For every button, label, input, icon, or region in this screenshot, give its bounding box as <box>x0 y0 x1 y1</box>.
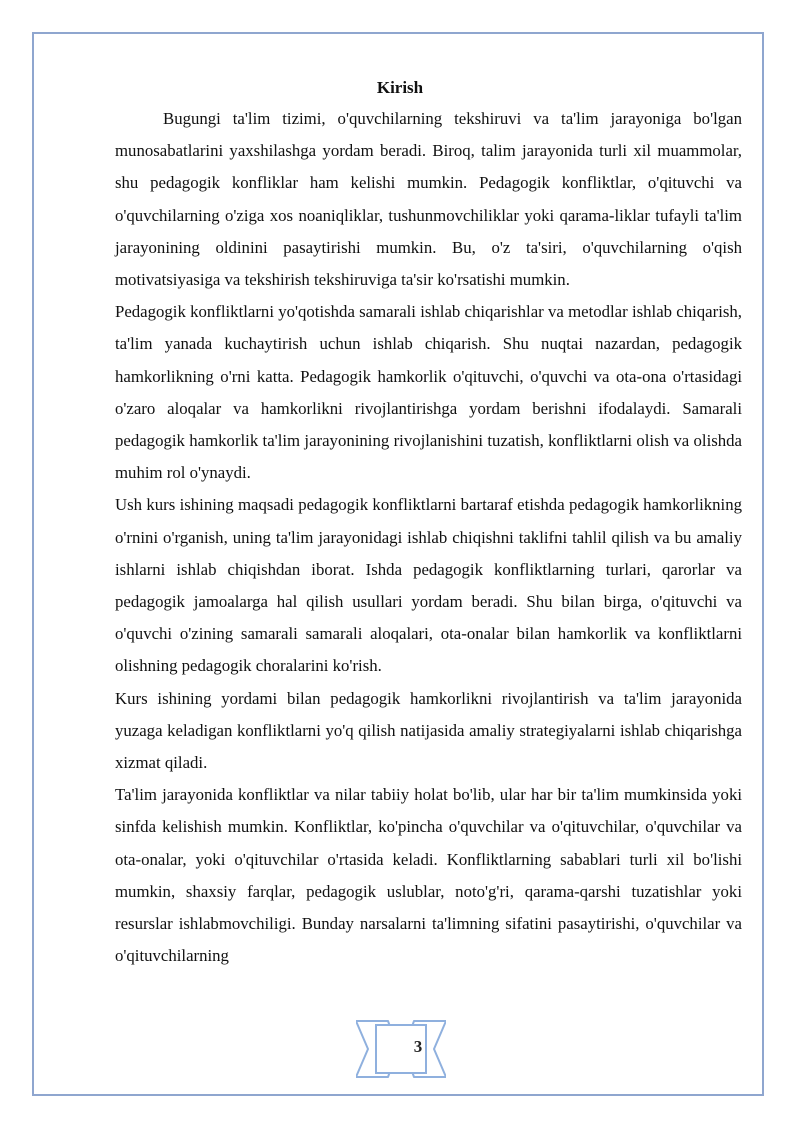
paragraph-collaboration: Pedagogik konfliktlarni yo'qotishda samarali ishlab chiqarishlar va metodlar ishlab chiqarish, ta'lim yanada kuchaytirish uchun ishlab chiqarish. Shu nuqtai nazardan, pedagogik hamkorlikning o'rni katta. Pedagogik hamkorlik o'qituvchi, o'quvchi va ota-ona o'rtasidagi o'zaro aloqalar va hamkorlikni rivojlantirishga yordam berishni ifodalaydi. Samarali pedagogik hamkorlik ta'lim jarayonining rivojlanishini tuzatish, konfliktlarni olish va olishda muhim rol o'ynaydi. <box>115 302 742 483</box>
document-title: Kirish <box>376 78 424 97</box>
document-body <box>115 103 742 972</box>
paragraph-intro: Bugungi ta'lim tizimi, o'quvchilarning tekshiruvi va ta'lim jarayoniga bo'lgan munosabatlarini yaxshilashga yordam beradi. Biroq, talim jarayonida turli xil muammolar, shu pedagogik konfliklar ham kelishi mumkin. Pedagogik konfliktlar, o'qituvchi va o'quvchilarning o'ziga xos noaniqliklar, tushunmovchiliklar yoki qarama-liklar tufayli ta'lim jarayonining oldinini pasaytirishi mumkin. Bu, o'z ta'siri, o'quvchilarning o'qish motivatsiyasiga va tekshirish tekshiruviga ta'sir ko'rsatishi mumkin. <box>115 109 742 290</box>
paragraph-purpose: Ush kurs ishining maqsadi pedagogik konfliktlarni bartaraf etishda pedagogik hamkorlikning o'rnini o'rganish, uning ta'lim jarayonidagi ishlab chiqishni taklifni tahlil qilish va bu amaliy ishlarni ishlab chiqishdan iborat. Ishda pedagogik konfliktlarning turlari, qarorlar va pedagogik jamoalarga hal qilish usullari yordam beradi. Shu bilan birga, o'qituvchi va o'quvchi o'zining samarali samarali aloqalari, ota-onalar bilan hamkorlik va konfliktlarni olishning pedagogik choralarini ko'rish. <box>115 495 742 676</box>
page-number: 3 <box>413 1037 423 1056</box>
page-number-badge <box>356 1015 446 1085</box>
paragraph-conflicts: Ta'lim jarayonida konfliktlar va nilar tabiiy holat bo'lib, ular har bir ta'lim mumkinsida yoki sinfda kelishish mumkin. Konfliktlar, ko'pincha o'quvchilar va o'qituvchilar, o'quvchilar va ota-onalar, yoki o'qituvchilar o'rtasida keladi. Konfliktlarning sabablari turli xil bo'lishi mumkin, shaxsiy farqlar, pedagogik uslublar, noto'g'ri, qarama-qarshi tuzatishlar yoki resurslar ishlabmovchiligi. Bunday narsalarni ta'limning sifatini pasaytirishi, o'quvchilar va o'qituvchilarning <box>115 785 742 966</box>
paragraph-strategy: Kurs ishining yordami bilan pedagogik hamkorlikni rivojlantirish va ta'lim jarayonida yuzaga keladigan konfliktlarni yo'q qilish natijasida amaliy strategiyalarni ishlab chiqarishga xizmat qiladi. <box>115 688 742 773</box>
